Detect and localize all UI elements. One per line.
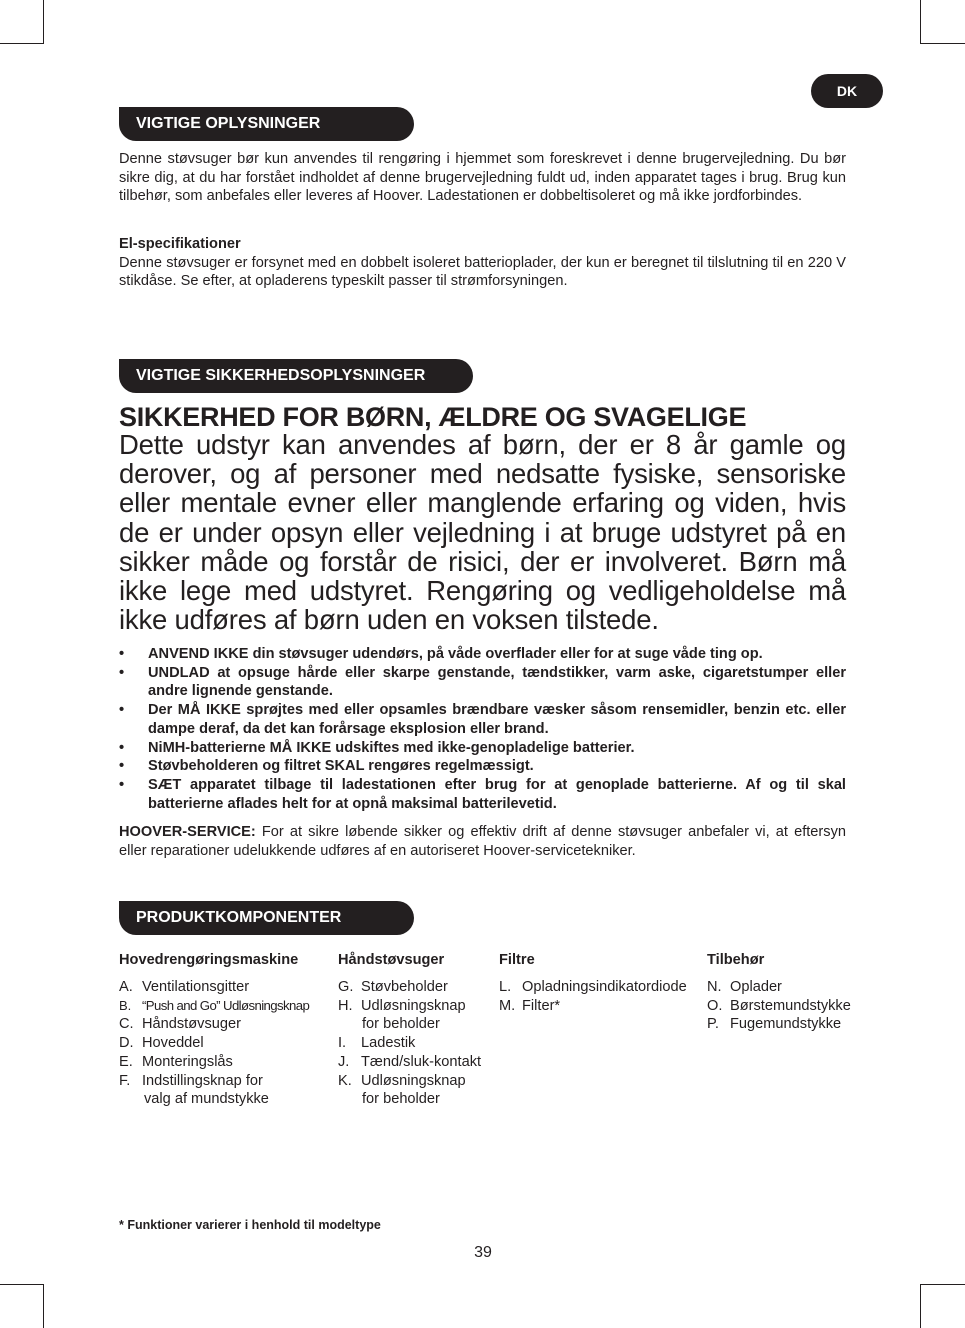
bullet-icon: •	[119, 739, 125, 756]
component-label: Oplader	[730, 979, 782, 995]
component-key: L.	[499, 979, 512, 995]
component-label: Ventilationsgitter	[142, 979, 250, 995]
component-item	[338, 1053, 481, 1072]
section-heading-important-info: VIGTIGE OPLYSNINGER	[119, 107, 414, 141]
component-item	[707, 978, 851, 997]
component-item-continued	[119, 1090, 309, 1109]
component-label: Støvbeholder	[361, 979, 448, 995]
bullet-icon: •	[119, 646, 125, 662]
crop-mark	[921, 43, 965, 44]
component-label: Udløsningsknap	[361, 997, 466, 1014]
component-key: P.	[707, 1016, 719, 1033]
component-label: Opladningsindikatordiode	[522, 979, 687, 995]
component-item	[119, 1034, 309, 1053]
component-item	[338, 1034, 481, 1053]
list-item	[119, 701, 846, 738]
list-item	[119, 757, 846, 776]
component-key: A.	[119, 979, 133, 995]
intro-paragraph: Denne støvsuger bør kun anvendes til rengøring i hjemmet som foreskrevet i denne brugervejledning. Du bør sikre dig, at du har forstået indholdet af denne brugervejledning fuldt ud, inden apparatet tages i brug. Brug kun tilbehør, som anbefales eller leveres af Hoover. Ladestationen er dobbeltisoleret og må ikke jordforbindes.	[119, 151, 846, 205]
crop-mark	[0, 1284, 44, 1285]
component-label: Fugemundstykke	[730, 1016, 842, 1033]
safety-paragraph: Dette udstyr kan anvendes af børn, der er 8 år gamle og derover, og af personer med nedsatte fysiske, sensoriske eller mentale evner eller manglende erfaring og viden, hvis de er under opsyn eller vejledning i at bruge udstyret på en sikker måde og forstår de risici, der er involveret. Børn må ikke lege med udstyret. Rengøring og vedligeholdelse må ikke udføres af børn uden en voksen tilstede.	[119, 429, 846, 636]
component-key: J.	[338, 1053, 350, 1070]
component-key: M.	[499, 997, 516, 1014]
component-key: N.	[707, 979, 722, 995]
component-label: Hoveddel	[142, 1035, 204, 1052]
component-item	[119, 1015, 309, 1034]
bullet-icon: •	[119, 664, 125, 681]
component-label: valg af mundstykke	[144, 1091, 269, 1108]
column-title: Hovedrengøringsmaskine	[119, 952, 299, 968]
component-item	[338, 1072, 481, 1091]
component-item	[119, 1072, 309, 1091]
language-badge: DK	[811, 74, 883, 108]
component-item	[499, 997, 687, 1016]
section-heading-safety: VIGTIGE SIKKERHEDSOPLYSNINGER	[119, 359, 473, 393]
component-key: D.	[119, 1035, 134, 1052]
bullet-text: SÆT apparatet tilbage til ladestationen efter brug for at genoplade batterierne. Af og til skal batterierne aflades helt for at opnå maksimal batterilevetid.	[148, 776, 846, 812]
bullet-text: UNDLAD at opsuge hårde eller skarpe genstande, tændstikker, varm aske, cigaretstumper eller andre lignende genstande.	[148, 664, 846, 700]
component-label: Monteringslås	[142, 1053, 233, 1070]
component-key: B.	[119, 997, 132, 1013]
page-number: 39	[474, 1244, 492, 1261]
column-title: Tilbehør	[707, 952, 765, 968]
list-item	[119, 739, 846, 758]
component-item	[338, 997, 481, 1016]
hoover-service-label: HOOVER-SERVICE:	[119, 824, 256, 840]
component-label: “Push and Go” Udløsningsknap	[142, 997, 310, 1013]
component-key: F.	[119, 1072, 131, 1089]
crop-mark	[920, 1284, 921, 1328]
safety-title: SIKKERHED FOR BØRN, ÆLDRE OG SVAGELIGE	[119, 402, 747, 432]
column-title: Håndstøvsuger	[338, 952, 445, 968]
component-label: for beholder	[362, 1091, 440, 1108]
bullet-icon: •	[119, 702, 125, 719]
crop-mark	[0, 43, 44, 44]
hoover-service-paragraph	[119, 823, 846, 860]
component-key: H.	[338, 997, 353, 1014]
component-item	[338, 978, 481, 997]
component-label: Håndstøvsuger	[142, 1016, 241, 1033]
component-column-handheld	[338, 950, 481, 1109]
component-label: Tænd/sluk-kontakt	[361, 1053, 482, 1070]
bullet-icon: •	[119, 758, 125, 775]
el-spec-block	[119, 235, 846, 291]
crop-mark	[43, 0, 44, 44]
crop-mark	[921, 1284, 965, 1285]
crop-mark	[43, 1284, 44, 1328]
component-item-continued	[338, 1090, 481, 1109]
component-label: Udløsningsknap	[361, 1072, 466, 1089]
component-column-accessories	[707, 950, 851, 1034]
safety-bullet-list	[119, 645, 846, 813]
el-spec-text: Denne støvsuger er forsynet med en dobbelt isoleret batterioplader, der kun er beregnet til tilslutning til en 220 V stikdåse. Se efter, at opladerens typeskilt passer til strømforsyningen.	[119, 254, 846, 290]
component-key: G.	[338, 979, 354, 995]
component-key: E.	[119, 1053, 133, 1070]
component-key: O.	[707, 997, 723, 1014]
crop-mark	[920, 0, 921, 44]
bullet-text: Støvbeholderen og filtret SKAL rengøres regelmæssigt.	[148, 758, 534, 775]
footnote: * Funktioner varierer i henhold til modeltype	[119, 1218, 381, 1232]
component-item	[119, 978, 309, 997]
component-label: Filter*	[522, 997, 561, 1014]
hoover-service-text: For at sikre løbende sikker og effektiv drift af denne støvsuger anbefaler vi, at eftersyn eller reparationer udelukkende udføres af en autoriseret Hoover-servicetekniker.	[119, 824, 846, 859]
component-item	[119, 1053, 309, 1072]
component-label: Børstemundstykke	[730, 997, 851, 1014]
bullet-text: NiMH-batterierne MÅ IKKE udskiftes med ikke-genopladelige batterier.	[148, 739, 635, 756]
bullet-text: Der MÅ IKKE sprøjtes med eller opsamles brændbare væsker såsom rensemidler, benzin etc. eller dampe deraf, da det kan forårsage eksplosion eller brand.	[148, 702, 846, 737]
component-column-main	[119, 950, 309, 1109]
bullet-text: ANVEND IKKE din støvsuger udendørs, på våde overflader eller for at suge våde ting op.	[148, 646, 763, 662]
list-item	[119, 776, 846, 813]
column-title: Filtre	[499, 952, 535, 968]
bullet-icon: •	[119, 776, 125, 793]
component-item	[119, 997, 309, 1016]
component-key: I.	[338, 1035, 347, 1052]
component-key: C.	[119, 1016, 134, 1033]
component-item	[499, 978, 687, 997]
list-item	[119, 645, 846, 664]
section-heading-components: PRODUKTKOMPONENTER	[119, 901, 414, 935]
el-spec-heading: El-specifikationer	[119, 236, 241, 252]
component-column-filters	[499, 950, 687, 1015]
list-item	[119, 664, 846, 701]
component-item	[707, 997, 851, 1016]
component-item-continued	[338, 1015, 481, 1034]
component-label: for beholder	[362, 1016, 440, 1033]
component-item	[707, 1015, 851, 1034]
component-label: Ladestik	[361, 1035, 416, 1052]
component-key: K.	[338, 1072, 352, 1089]
component-label: Indstillingsknap for	[142, 1072, 263, 1089]
